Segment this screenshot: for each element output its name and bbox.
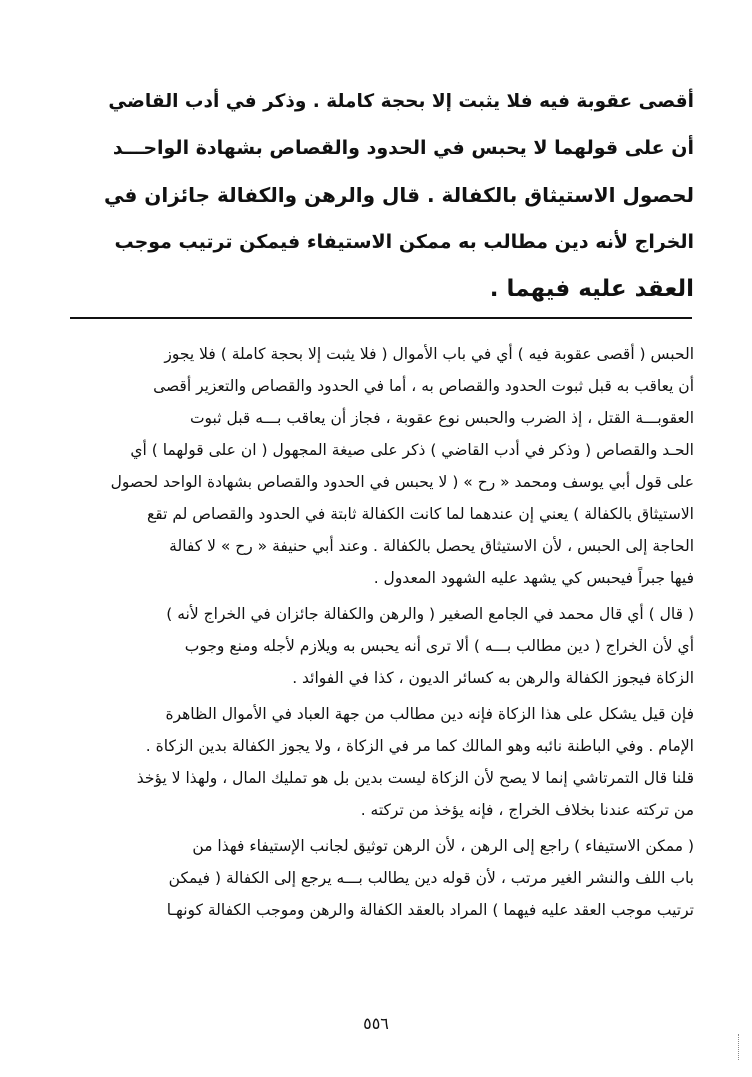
commentary-line: باب اللف والنشر الغير مرتب ، لأن قوله دين يطالب بـــه يرجع إلى الكفالة ( فيمكن [168, 869, 694, 887]
commentary-line: ( قال ) أي قال محمد في الجامع الصغير ( والرهن والكفالة جائزان في الخراج لأنه ) [166, 605, 694, 623]
commentary-line: فيها جبراً فيحبس كي يشهد عليه الشهود المعدول . [373, 569, 694, 587]
main-text-line: الخراج لأنه دين مطالب به ممكن الاستيفاء فيمكن ترتيب موجب [114, 231, 694, 253]
commentary-line: الحاجة إلى الحبس ، لأن الاستيثاق يحصل بالكفالة . وعند أبي حنيفة « رح » لا كفالة [169, 537, 694, 555]
main-text-block [102, 78, 694, 313]
separator-rule [70, 317, 692, 319]
commentary-line: ترتيب موجب العقد عليه فيهما ) المراد بالعقد الكفالة والرهن وموجب الكفالة كونهـا [166, 901, 694, 919]
scan-edge-mark [738, 1034, 743, 1060]
commentary-line: أي لأن الخراج ( دين مطالب بـــه ) ألا ترى أنه يحبس به ويلازم لأجله ومنع وجوب [184, 637, 694, 655]
commentary-line: قلنا قال التمرتاشي إنما لا يصح لأن الزكاة ليست بدين بل هو تمليك المال ، ولهذا لا يؤخذ [136, 769, 694, 787]
commentary-line: الزكاة فيجوز الكفالة والرهن به كسائر الديون ، كذا في الفوائد . [292, 669, 694, 687]
main-text-line: أن على قولهما لا يحبس في الحدود والقصاص بشهادة الواحـــد [112, 137, 694, 159]
main-text-line: لحصول الاستيثاق بالكفالة . قال والرهن والكفالة جائزان في [104, 183, 694, 207]
main-text-line: العقد عليه فيهما . [489, 276, 694, 302]
commentary-line: ( ممكن الاستيفاء ) راجع إلى الرهن ، لأن الرهن توثيق لجانب الإستيفاء فهذا من [192, 837, 694, 855]
commentary-line: الحبس ( أقصى عقوبة فيه ) أي في باب الأموال ( فلا يثبت إلا بحجة كاملة ) فلا يجوز [164, 345, 694, 363]
commentary-line: من تركته عندنا بخلاف الخراج ، فإنه يؤخذ من تركته . [360, 801, 694, 819]
commentary-line: الاستيثاق بالكفالة ) يعني إن عندهما لما كانت الكفالة ثابتة في الحدود والقصاص لم تقع [146, 505, 694, 523]
commentary-line: الإمام . وفي الباطنة نائبه وهو المالك كما مر في الزكاة ، ولا يجوز الكفالة بدين الزكاة . [145, 737, 694, 755]
main-text-line: أقصى عقوبة فيه فلا يثبت إلا بحجة كاملة . وذكر في أدب القاضي [108, 91, 694, 112]
commentary-line: أن يعاقب به قبل ثبوت الحدود والقصاص به ، أما في الحدود والقصاص والتعزير أقصى [153, 377, 694, 395]
commentary-line: على قول أبي يوسف ومحمد « رح » ( لا يحبس في الحدود والقصاص بشهادة الواحد لحصول [110, 473, 694, 491]
commentary-line: الحـد والقصاص ( وذكر في أدب القاضي ) ذكر على صيغة المجهول ( ان على قولهما ) أي [130, 441, 694, 459]
commentary-block [74, 338, 694, 926]
commentary-line: العقوبـــة القتل ، إذ الضرب والحبس نوع عقوبة ، فجاز أن يعاقب بـــه قبل ثبوت [189, 409, 694, 427]
commentary-line: فإن قيل يشكل على هذا الزكاة فإنه دين مطالب من جهة العباد في الأموال الظاهرة [165, 705, 694, 723]
page-number: ٥٥٦ [363, 1014, 389, 1033]
